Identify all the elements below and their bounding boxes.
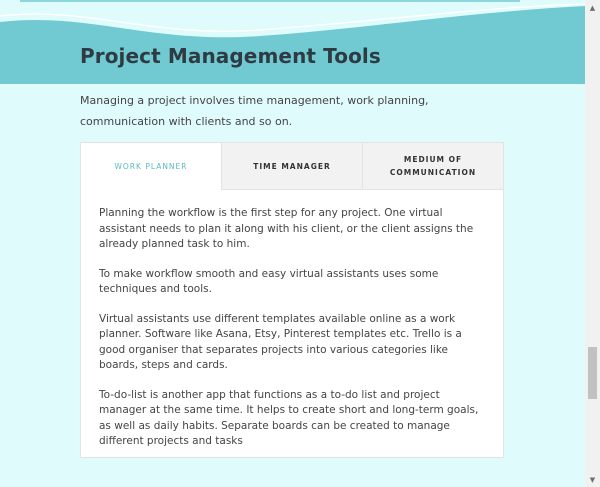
panel-paragraph: To make workflow smooth and easy virtual assistants uses some techniques and tools. [99,267,439,295]
panel-paragraph: Planning the workflow is the first step for any project. One virtual assistant needs to plan it along with his client, or the client assigns the already planned task to him. [99,207,474,250]
panel-paragraph: Virtual assistants use different templates available online as a work planner. Software like Asana, Etsy, Pinterest templates etc. Trello is a good organiser that separates projects into various categories like boards, steps and cards. [99,312,462,371]
intro-text: Managing a project involves time management, work planning, communication with clients and so on. [80,94,429,128]
scroll-down-icon[interactable]: ▼ [589,475,596,484]
page-title: Project Management Tools [80,44,381,68]
scrollbar-thumb[interactable] [588,347,597,399]
vertical-scrollbar[interactable] [585,0,600,487]
tab-time-manager-label: TIME MANAGER [253,161,331,171]
header-wave-band [0,0,585,84]
tab-bar [81,143,503,190]
tab-medium-label-line2: COMMUNICATION [389,168,477,177]
scroll-up-icon[interactable]: ▲ [589,3,596,12]
tab-medium-label-line1: MEDIUM OF [403,155,463,164]
wave-decoration [0,0,585,84]
tab-medium-of-communication[interactable] [362,143,503,190]
tab-time-manager[interactable] [221,143,362,190]
tab-panel-work-planner [81,190,503,450]
tab-work-planner-label: WORK PLANNER [114,162,188,171]
panel-paragraph: To-do-list is another app that functions as a to-do list and project manager at the same time. It helps to create short and long-term goals, as well as daily habits. Separate boards can be created to manage different projects and tasks [99,388,479,447]
tab-medium-of-communication-label [390,153,476,179]
tab-work-planner[interactable] [81,143,221,190]
tabs-card [80,142,504,458]
